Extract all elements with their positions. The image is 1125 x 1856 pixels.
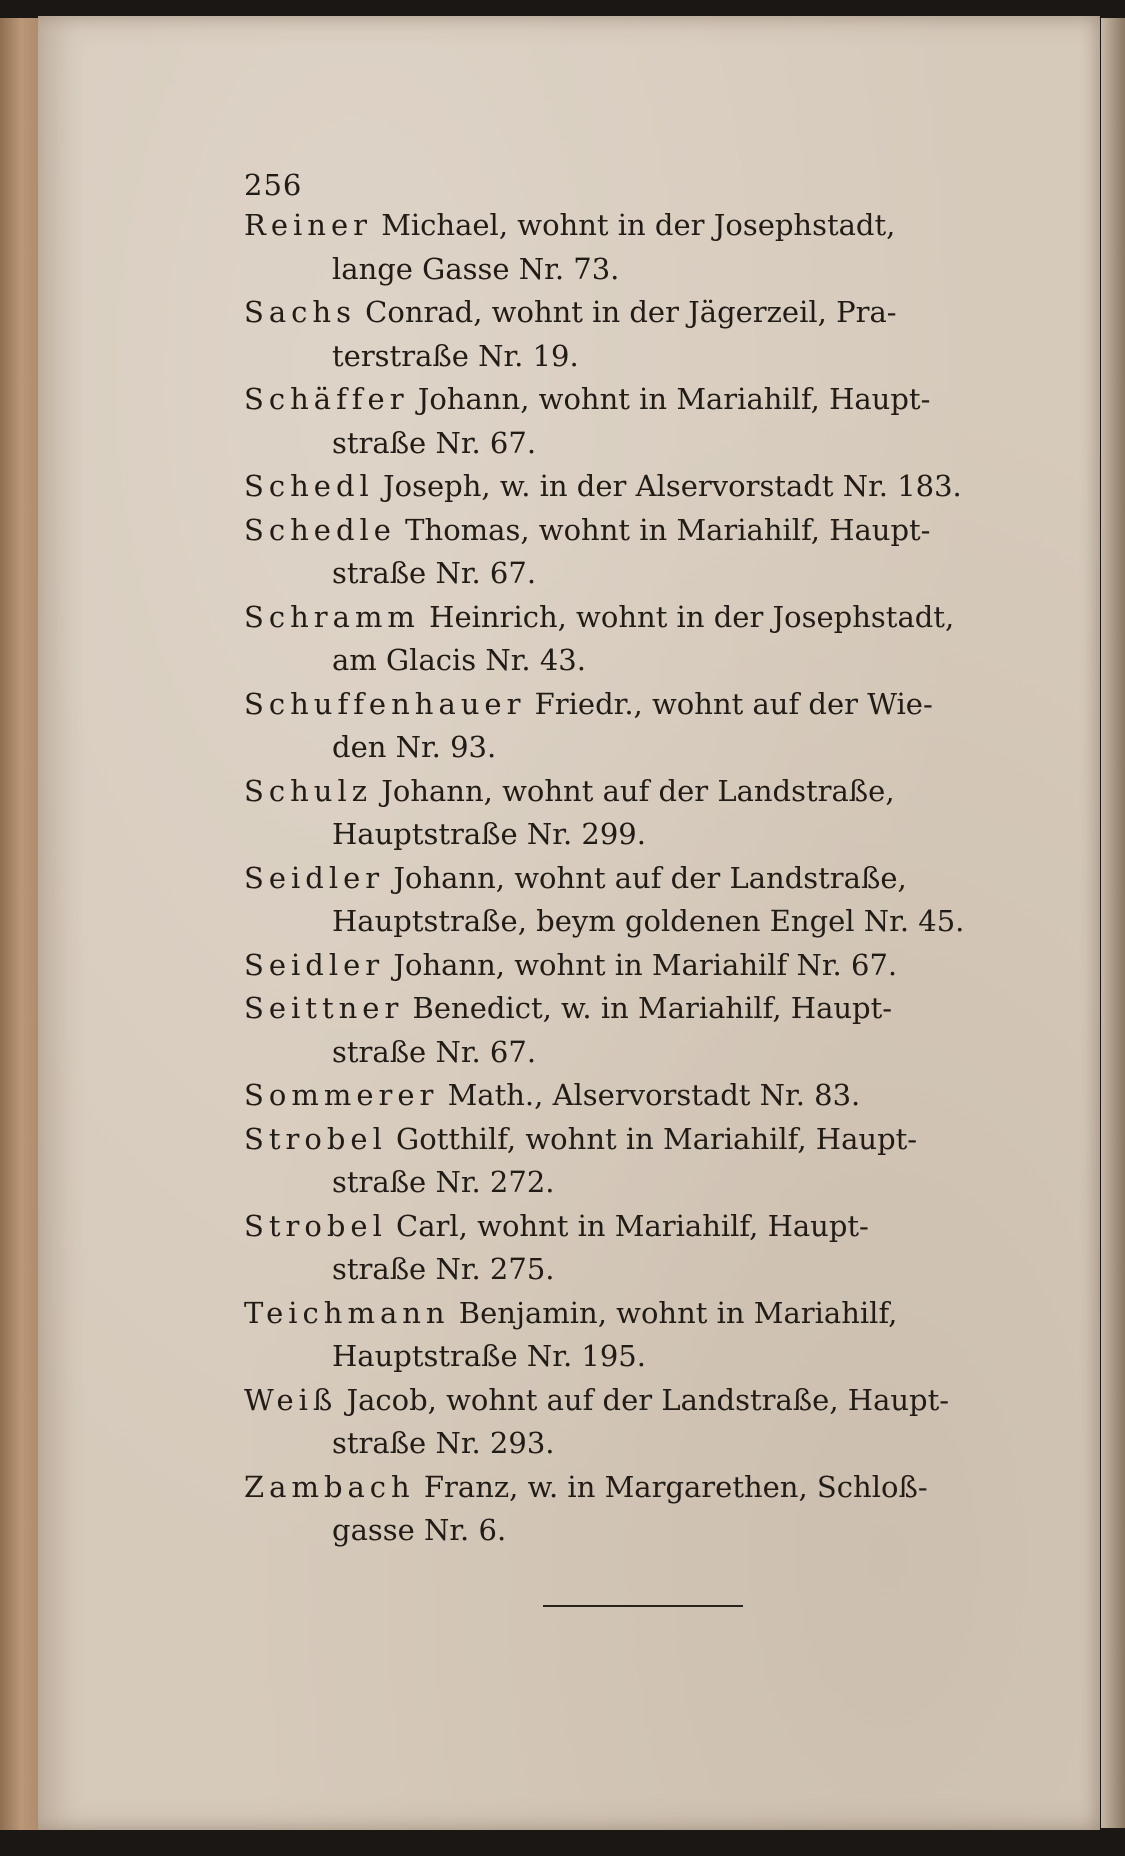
entry [244, 465, 1044, 509]
entry-surname: Sommerer [244, 1078, 439, 1112]
entry-surname: Weiß [244, 1382, 338, 1417]
entry [244, 1466, 1044, 1553]
entry-line-1 [244, 1074, 1044, 1118]
entry-line-2: straße Nr. 275. [332, 1252, 555, 1286]
entry-text: Michael, wohnt in der Josephstadt, [371, 208, 896, 242]
entry-text: Franz, w. in Margarethen, Schloß- [414, 1469, 928, 1504]
entry-line-2: lange Gasse Nr. 73. [332, 251, 620, 286]
entry-line-1 [244, 987, 1044, 1031]
text-block [244, 166, 1044, 1553]
entry [244, 596, 1044, 683]
entry [244, 857, 1044, 944]
entry-line-1 [244, 596, 1044, 640]
entry-line-2: straße Nr. 272. [332, 1165, 555, 1199]
entry-surname: Seittner [244, 991, 404, 1025]
entry-surname: Schedl [244, 469, 374, 503]
entry-surname: Schedle [244, 512, 396, 547]
entry [244, 944, 1044, 988]
entry-line-2: straße Nr. 293. [332, 1426, 555, 1460]
entry-text: Friedr., wohnt auf der Wie- [525, 686, 933, 721]
entry-line-1 [244, 509, 1044, 553]
entry-text: Benedict, w. in Mariahilf, Haupt- [403, 991, 893, 1025]
entry-line-1 [244, 1118, 1044, 1162]
entry [244, 1074, 1044, 1118]
entry-line-2: straße Nr. 67. [332, 556, 537, 590]
entry-text: Conrad, wohnt in der Jägerzeil, Pra- [355, 295, 897, 329]
entry [244, 770, 1044, 857]
entry-text: Johann, wohnt in Mariahilf, Haupt- [408, 382, 931, 416]
entry-text: Thomas, wohnt in Mariahilf, Haupt- [395, 512, 931, 547]
entry-line-2: Hauptstraße Nr. 299. [332, 817, 646, 851]
entry [244, 683, 1044, 770]
closing-rule [543, 1605, 743, 1607]
book-edge-right [1101, 18, 1125, 1828]
entry-surname: Reiner [244, 208, 372, 242]
entry-line-1 [244, 1292, 1044, 1336]
entry [244, 1205, 1044, 1292]
entry-surname: Zambach [244, 1469, 415, 1504]
entry-text: Benjamin, wohnt in Mariahilf, [449, 1295, 898, 1330]
entry-text: Johann, wohnt in Mariahilf Nr. 67. [384, 947, 898, 982]
entry-surname: Teichmann [244, 1295, 450, 1330]
entry-line-1 [244, 1205, 1044, 1249]
entry-line-1 [244, 378, 1044, 422]
entry-text: Carl, wohnt in Mariahilf, Haupt- [386, 1208, 869, 1243]
entry-text: Heinrich, wohnt in der Josephstadt, [419, 599, 955, 634]
entry-surname: Strobel [244, 1208, 387, 1243]
entry-surname: Seidler [244, 947, 385, 982]
entry-line-2: Hauptstraße Nr. 195. [332, 1339, 646, 1373]
entry [244, 204, 1044, 291]
page-sheet [38, 16, 1100, 1830]
entry-line-2: den Nr. 93. [332, 730, 497, 764]
entry-text: Johann, wohnt auf der Landstraße, [372, 773, 895, 808]
entry-line-1 [244, 944, 1044, 988]
entry-surname: Schuffenhauer [244, 686, 526, 721]
entry [244, 1292, 1044, 1379]
entry-text: Math., Alservorstadt Nr. 83. [438, 1078, 861, 1112]
page-number: 256 [244, 168, 303, 202]
entry-line-1 [244, 770, 1044, 814]
entry-line-1 [244, 291, 1044, 335]
entry-line-2: straße Nr. 67. [332, 425, 537, 460]
entry-text: Johann, wohnt auf der Landstraße, [384, 860, 907, 895]
entry-line-1 [244, 1466, 1044, 1510]
entry-line-1 [244, 204, 1044, 248]
entry-line-1 [244, 857, 1044, 901]
entry-surname: Seidler [244, 860, 385, 895]
entry [244, 378, 1044, 465]
entry-line-1 [244, 1379, 1044, 1423]
entry-list [244, 204, 1044, 1553]
entry [244, 509, 1044, 596]
entry [244, 1118, 1044, 1205]
entry-text: Joseph, w. in der Alservorstadt Nr. 183. [373, 469, 962, 503]
entry [244, 987, 1044, 1074]
entry-text: Jacob, wohnt auf der Landstraße, Haupt- [337, 1382, 950, 1417]
entry-line-2: straße Nr. 67. [332, 1034, 537, 1069]
entry-surname: Schulz [244, 773, 373, 808]
entry-line-2: Hauptstraße, beym goldenen Engel Nr. 45. [332, 904, 965, 938]
entry-surname: Schramm [244, 599, 420, 634]
entry-surname: Schäffer [244, 382, 409, 416]
entry-line-1 [244, 683, 1044, 727]
entry [244, 1379, 1044, 1466]
entry-line-2: gasse Nr. 6. [332, 1513, 507, 1547]
entry-surname: Sachs [244, 295, 356, 329]
entry-line-2: terstraße Nr. 19. [332, 338, 579, 373]
entry-text: Gotthilf, wohnt in Mariahilf, Haupt- [386, 1121, 918, 1156]
entry-line-1 [244, 465, 1044, 509]
entry-line-2: am Glacis Nr. 43. [332, 643, 586, 677]
entry [244, 291, 1044, 378]
entry-surname: Strobel [244, 1121, 387, 1156]
